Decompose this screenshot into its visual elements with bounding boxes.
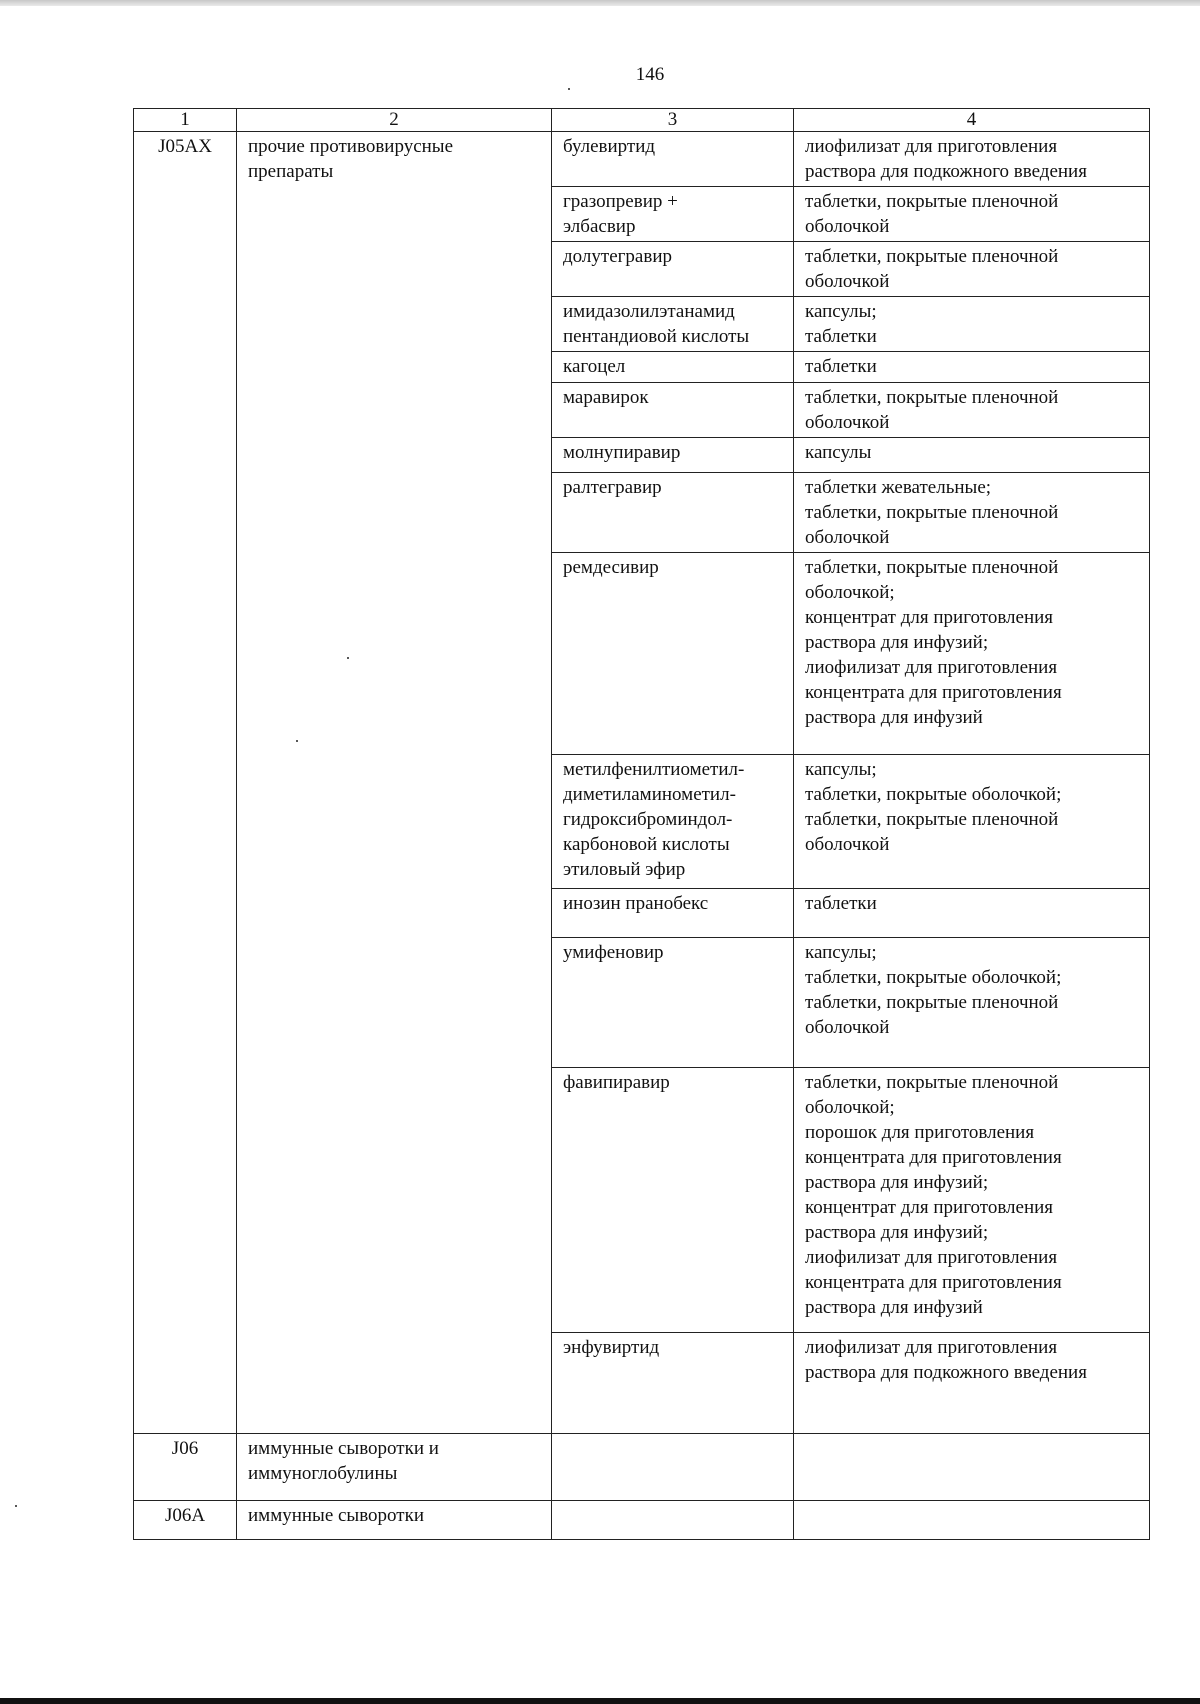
drug-name: фавипиравир — [552, 1068, 794, 1333]
page-number: 146 — [635, 64, 665, 85]
dosage-form: капсулы; таблетки, покрытые оболочкой; таблетки, покрытые пленочной оболочкой — [794, 755, 1150, 889]
table-row — [134, 132, 1150, 187]
drug-name: умифеновир — [552, 938, 794, 1068]
drug-name: кагоцел — [552, 352, 794, 383]
drug-name — [552, 1501, 794, 1540]
dosage-form: таблетки, покрытые пленочной оболочкой — [794, 242, 1150, 297]
atc-group-name: иммунные сыворотки — [237, 1501, 552, 1540]
scan-speck — [568, 88, 570, 90]
table-row — [134, 1501, 1150, 1540]
dosage-form: таблетки, покрытые пленочной оболочкой — [794, 187, 1150, 242]
drug-name: ремдесивир — [552, 553, 794, 755]
dosage-form: лиофилизат для приготовления раствора для подкожного введения — [794, 132, 1150, 187]
drug-name: гразопревир + элбасвир — [552, 187, 794, 242]
drug-name: маравирок — [552, 383, 794, 438]
drug-name: метилфенилтиометил- диметиламинометил- гидроксиброминдол- карбоновой кислоты этиловый эфир — [552, 755, 794, 889]
scan-edge-bottom — [0, 1698, 1200, 1704]
dosage-form: таблетки, покрытые пленочной оболочкой; концентрат для приготовления раствора для инфузий; лиофилизат для приготовления концентрата для приготовления раствора для инфузий — [794, 553, 1150, 755]
dosage-form: таблетки, покрытые пленочной оболочкой; порошок для приготовления концентрата для приготовления раствора для инфузий; концентрат для приготовления раствора для инфузий; лиофилизат для приготовления концентрата для приготовления раствора для инфузий — [794, 1068, 1150, 1333]
dosage-form: таблетки — [794, 889, 1150, 938]
dosage-form — [794, 1434, 1150, 1501]
column-number: 3 — [552, 109, 794, 132]
dosage-form: капсулы; таблетки — [794, 297, 1150, 352]
dosage-form: таблетки, покрытые пленочной оболочкой — [794, 383, 1150, 438]
dosage-form: таблетки жевательные; таблетки, покрытые пленочной оболочкой — [794, 473, 1150, 553]
medicines-table — [133, 108, 1150, 1540]
dosage-form: капсулы — [794, 438, 1150, 473]
atc-code: J06A — [134, 1501, 237, 1540]
atc-code: J06 — [134, 1434, 237, 1501]
column-number: 4 — [794, 109, 1150, 132]
scan-speck — [15, 1505, 17, 1507]
drug-name: инозин пранобекс — [552, 889, 794, 938]
column-number: 2 — [237, 109, 552, 132]
drug-name: молнупиравир — [552, 438, 794, 473]
drug-name: булевиртид — [552, 132, 794, 187]
atc-group-name: иммунные сыворотки и иммуноглобулины — [237, 1434, 552, 1501]
column-number-row — [134, 109, 1150, 132]
dosage-form: капсулы; таблетки, покрытые оболочкой; таблетки, покрытые пленочной оболочкой — [794, 938, 1150, 1068]
drug-name: энфувиртид — [552, 1333, 794, 1434]
column-number: 1 — [134, 109, 237, 132]
scan-edge-top — [0, 0, 1200, 6]
dosage-form — [794, 1501, 1150, 1540]
dosage-form: лиофилизат для приготовления раствора для подкожного введения — [794, 1333, 1150, 1434]
drug-name: имидазолилэтанамид пентандиовой кислоты — [552, 297, 794, 352]
atc-code: J05AX — [134, 132, 237, 1434]
table-row — [134, 1434, 1150, 1501]
atc-group-name: прочие противовирусные препараты — [237, 132, 552, 1434]
drug-name: долутегравир — [552, 242, 794, 297]
dosage-form: таблетки — [794, 352, 1150, 383]
drug-name: ралтегравир — [552, 473, 794, 553]
drug-name — [552, 1434, 794, 1501]
